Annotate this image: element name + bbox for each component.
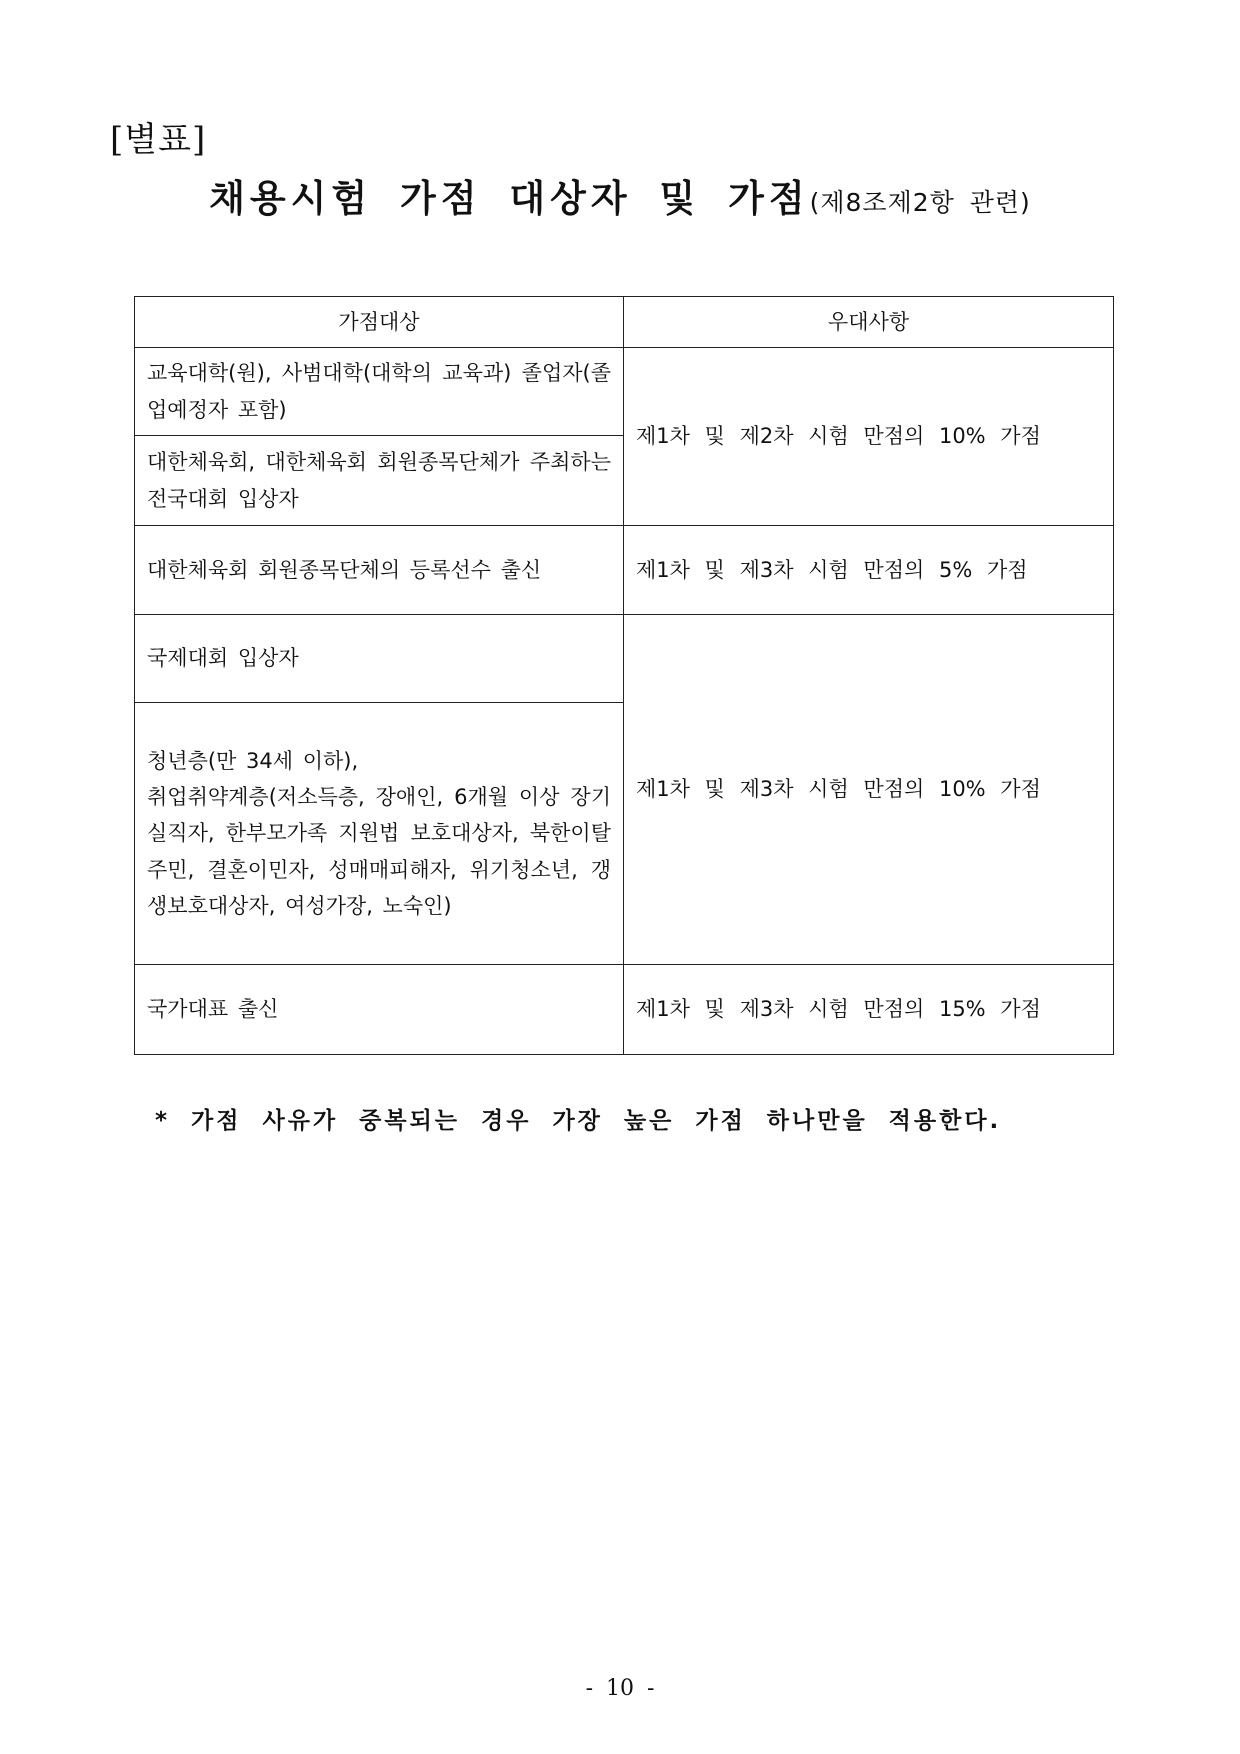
benefit-cell: 제1차 및 제2차 시험 만점의 10% 가점 <box>624 348 1114 526</box>
table-row <box>135 526 1114 615</box>
target-cell: 국가대표 출신 <box>135 965 624 1055</box>
benefit-cell: 제1차 및 제3차 시험 만점의 5% 가점 <box>624 526 1114 615</box>
bonus-points-table <box>134 296 1114 1055</box>
table-row <box>135 348 1114 436</box>
table-header-row <box>135 297 1114 348</box>
annex-label: [별표] <box>110 120 207 160</box>
target-cell: 대한체육회, 대한체육회 회원종목단체가 주최하는 전국대회 입상자 <box>135 436 624 526</box>
page-title <box>0 168 1240 222</box>
footnote: * 가점 사유가 중복되는 경우 가장 높은 가점 하나만을 적용한다. <box>155 1108 1002 1134</box>
target-cell <box>135 703 624 965</box>
title-main: 채용시험 가점 대상자 및 가점 <box>209 177 810 220</box>
benefit-cell: 제1차 및 제3차 시험 만점의 10% 가점 <box>624 615 1114 965</box>
target-line: 취업취약계층(저소득층, 장애인, 6개월 이상 장기실직자, 한부모가족 지원법 보호대상자, 북한이탈주민, 결혼이민자, 성매매피해자, 위기청소년, 갱생보호대상자, 여성가장, 노숙인) <box>147 785 611 918</box>
table-row <box>135 965 1114 1055</box>
table-row <box>135 615 1114 703</box>
target-cell: 대한체육회 회원종목단체의 등록선수 출신 <box>135 526 624 615</box>
header-target: 가점대상 <box>135 297 624 348</box>
target-cell: 국제대회 입상자 <box>135 615 624 703</box>
header-benefit: 우대사항 <box>624 297 1114 348</box>
title-reference: (제8조제2항 관련) <box>809 188 1031 217</box>
target-cell: 교육대학(원), 사범대학(대학의 교육과) 졸업자(졸업예정자 포함) <box>135 348 624 436</box>
page-number: - 10 - <box>585 1676 655 1701</box>
benefit-cell: 제1차 및 제3차 시험 만점의 15% 가점 <box>624 965 1114 1055</box>
target-line: 청년층(만 34세 이하), <box>147 749 359 774</box>
